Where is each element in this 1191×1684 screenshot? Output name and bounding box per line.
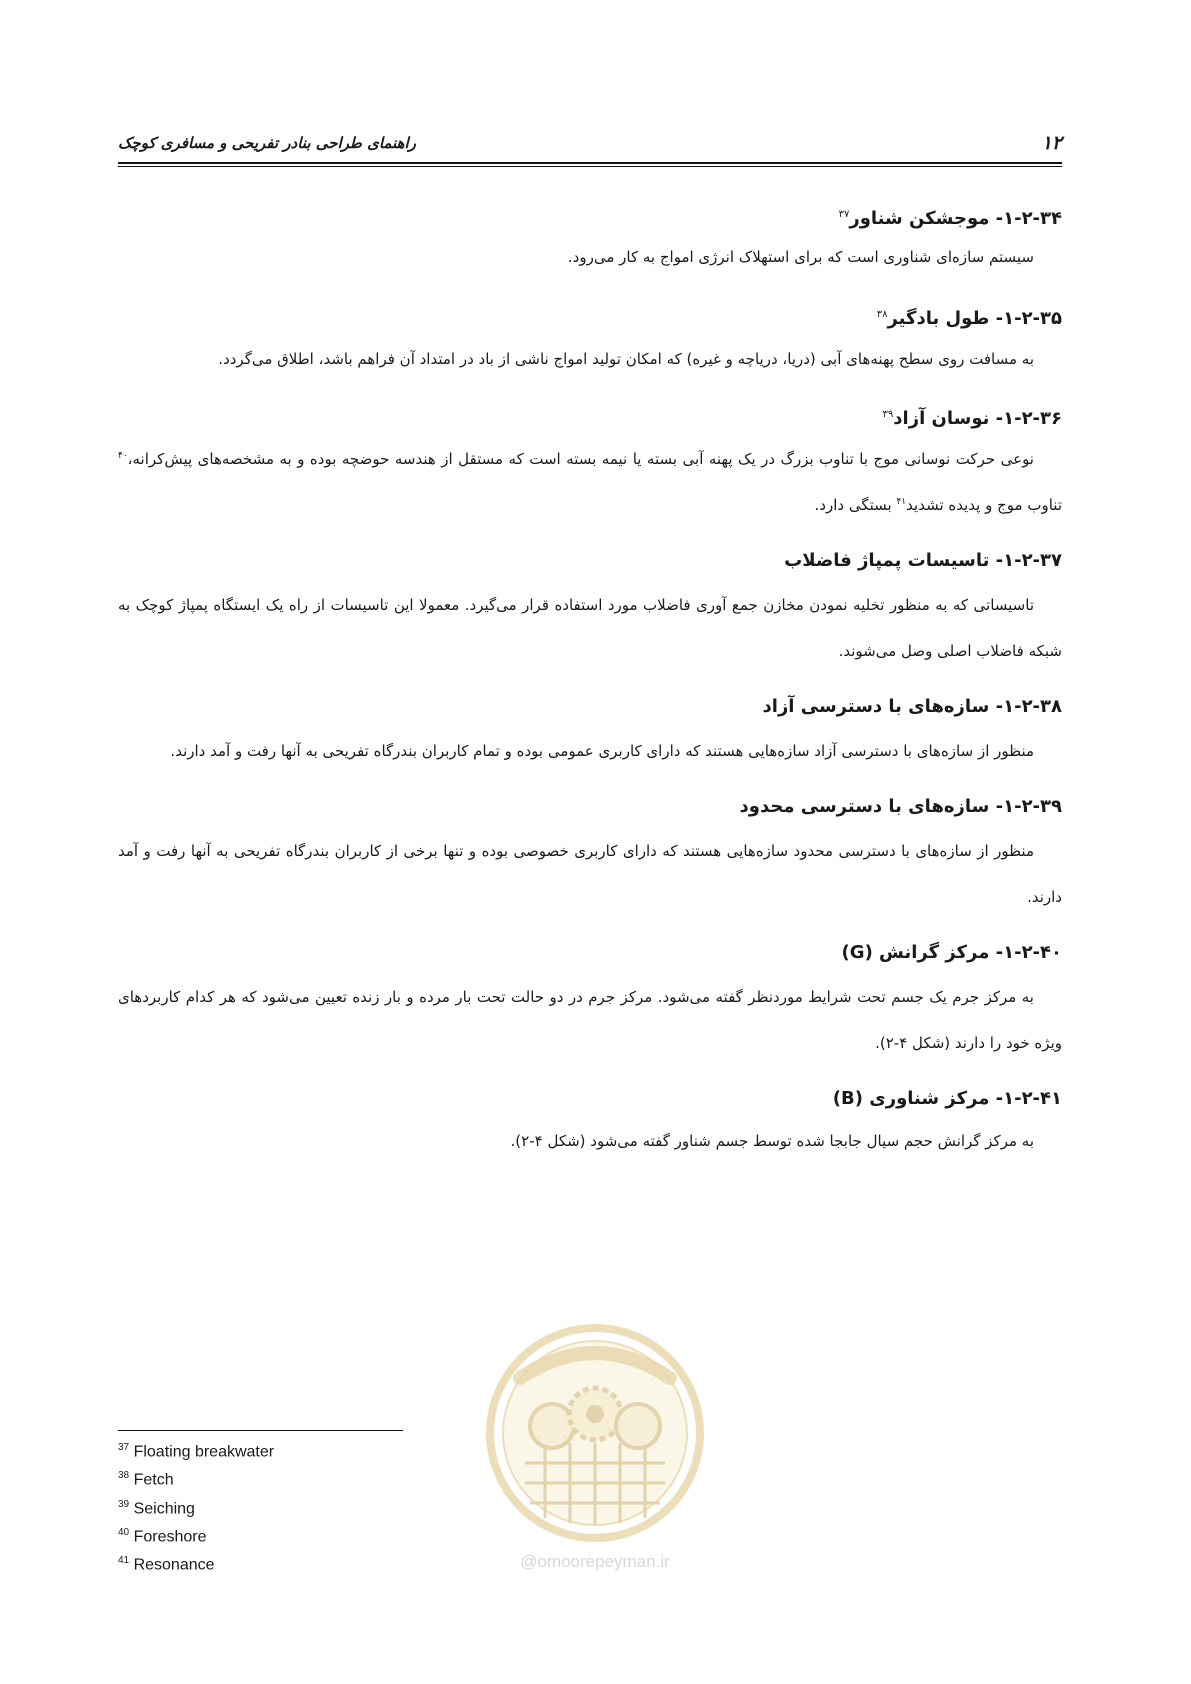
footnote-ref: ۳۹ — [882, 409, 894, 420]
section-heading: ۱-۲-۳۶- نوسان آزاد$^{۳۹}$ — [882, 408, 1062, 429]
footnote: $^{39}$ Seiching — [118, 1498, 195, 1517]
footnote-rule — [118, 1430, 403, 1431]
section-body: به مسافت روی سطح پهنه‌های آبی (دریا، دریاچه و غیره) که امکان تولید امواج ناشی از باد در امتداد آن فراهم باشد، اطلاق می‌گردد. — [218, 350, 1034, 368]
section-heading: ۱-۲-۳۷- تاسیسات پمپاژ فاضلاب — [784, 550, 1062, 571]
section-body: تاسیساتی که به منظور تخلیه نمودن مخازن جمع آوری فاضلاب مورد استفاده قرار می‌گیرد. معمولا این تاسیسات از راه یک ایستگاه پمپاژ کوچک به شبکه فاضلاب اصلی وصل می‌شوند. — [118, 596, 1062, 660]
section-body: سیستم سازه‌ای شناوری است که برای استهلاک انرژی امواج به کار می‌رود. — [567, 248, 1034, 266]
section-34 — [118, 200, 1062, 280]
book-title: راهنمای طراحی بنادر تفریحی و مسافری کوچک — [118, 134, 416, 152]
page-content — [118, 200, 1062, 1164]
section-body: منظور از سازه‌های با دسترسی آزاد سازه‌هایی هستند که دارای کاربری عمومی بوده و تمام کاربران بندرگاه تفریحی به آنها رفت و آمد دارند. — [170, 742, 1034, 760]
section-heading: ۱-۲-۳۹- سازه‌های با دسترسی محدود — [739, 796, 1062, 817]
header-rule-thin — [118, 166, 1062, 167]
section-38 — [118, 692, 1062, 774]
watermark-text: @omoorepeyman.ir — [520, 1552, 670, 1571]
section-body: نوعی حرکت نوسانی موج با تناوب بزرگ در یک پهنه آبی بسته یا نیمه بسته است که مستقل از هندسه حوضچه بوده و به مشخصه‌های پیش‌کرانه،$^{۴۰}$ تناوب موج و پدیده تشدید$^{۴۱}$ بستگی دارد. — [118, 450, 1062, 514]
section-36 — [118, 400, 1062, 528]
footnote: $^{38}$ Fetch — [118, 1470, 174, 1489]
watermark-seal — [480, 1318, 710, 1578]
section-heading: ۱-۲-۳۵- طول بادگیر$^{۳۸}$ — [876, 308, 1062, 329]
footnote: $^{37}$ Floating breakwater — [118, 1442, 275, 1461]
footnote: $^{41}$ Resonance — [118, 1555, 215, 1574]
section-37 — [118, 546, 1062, 674]
header-rule — [118, 162, 1062, 164]
footnotes — [118, 1436, 274, 1578]
footnote: $^{40}$ Foreshore — [118, 1526, 207, 1546]
section-35 — [118, 300, 1062, 382]
running-header — [118, 128, 1062, 164]
section-heading: ۱-۲-۴۱- مرکز شناوری (B) — [832, 1088, 1062, 1109]
section-heading: ۱-۲-۴۰- مرکز گرانش (G) — [841, 942, 1062, 963]
section-41 — [118, 1084, 1062, 1164]
page-number: ۱۲ — [1041, 132, 1062, 154]
section-heading: ۱-۲-۳۴- موجشکن شناور$^{۳۷}$ — [838, 208, 1062, 229]
section-heading: ۱-۲-۳۸- سازه‌های با دسترسی آزاد — [762, 696, 1062, 717]
section-body: به مرکز گرانش حجم سیال جابجا شده توسط جسم شناور گفته می‌شود (شکل ۴-۲). — [510, 1132, 1034, 1150]
section-body: به مرکز جرم یک جسم تحت شرایط موردنظر گفته می‌شود. مرکز جرم در دو حالت تحت بار مرده و بار زنده تعیین می‌شود که هر کدام کاربردهای ویژه خود را دارند (شکل ۴-۲). — [118, 988, 1062, 1052]
section-body: منظور از سازه‌های با دسترسی محدود سازه‌هایی هستند که دارای کاربری خصوصی بوده و تنها برخی از کاربران بندرگاه تفریحی به آنها رفت و آمد دارند. — [118, 842, 1062, 906]
section-39 — [118, 792, 1062, 920]
footnote-ref: ۳۸ — [876, 309, 888, 320]
footnote-ref: ۴۱ — [896, 497, 907, 507]
footnote-ref: ۳۷ — [838, 209, 850, 220]
footnote-ref: ۴۰ — [118, 451, 128, 461]
seal-emblem-icon — [480, 1318, 710, 1548]
section-40 — [118, 938, 1062, 1066]
